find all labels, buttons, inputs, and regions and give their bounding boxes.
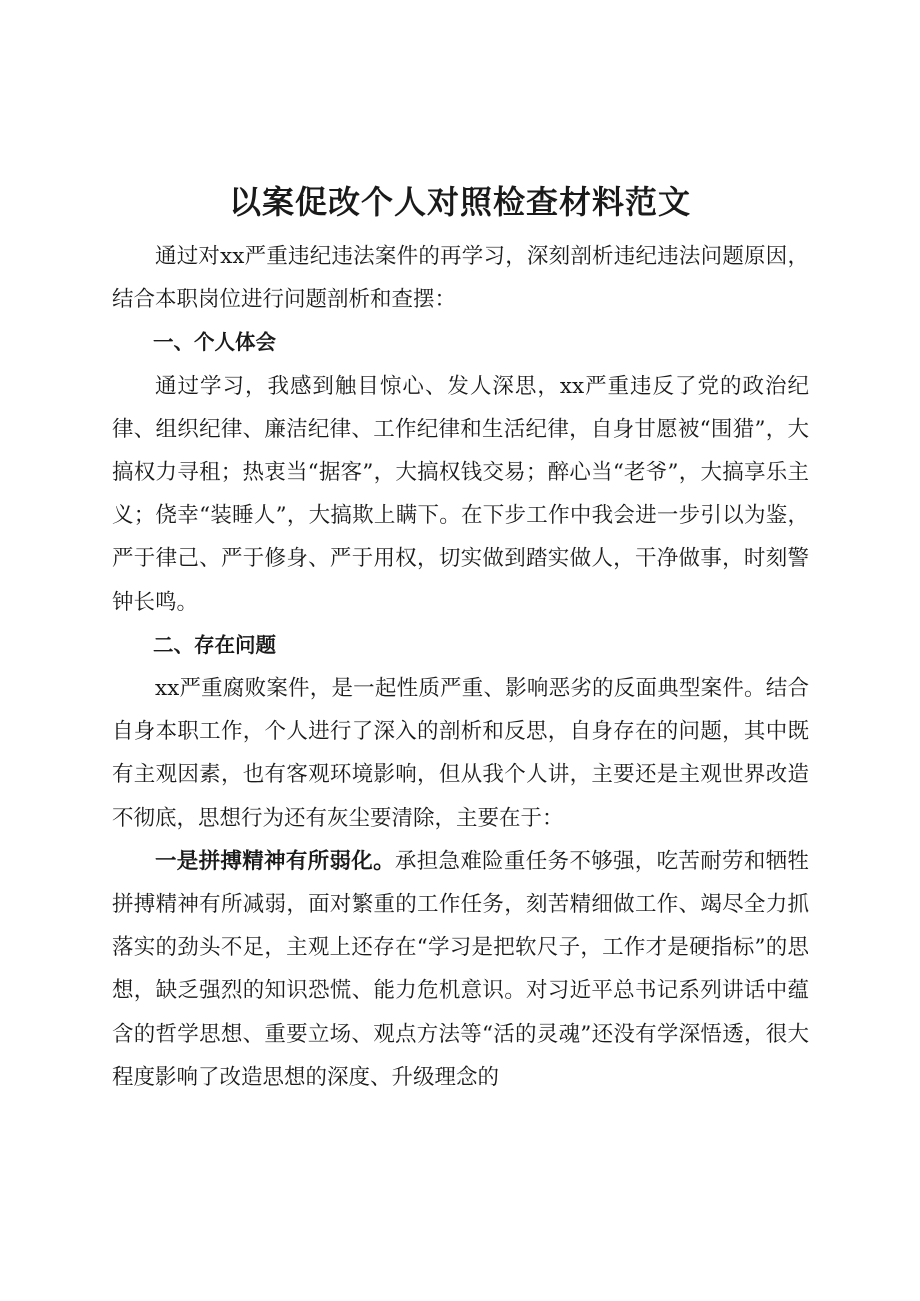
document-body xyxy=(112,235,809,1099)
section-heading-personal-experience: 一、个人体会 xyxy=(153,330,276,355)
problem-point-1-text: 承担急难险重任务不够强，吃苦耐劳和牺牲拼搏精神有所减弱，面对繁重的工作任务，刻苦精细做工作、竭尽全力抓落实的劲头不足，主观上还存在“学习是把软尺子，工作才是硬指标”的思想，缺乏强烈的知识恐慌、能力危机意识。对习近平总书记系列讲话中蕴含的哲学思想、重要立场、观点方法等“活的灵魂”还没有学深悟透，很大程度影响了改造思想的深度、升级理念的 xyxy=(112,848,809,1090)
document-title: 以案促改个人对照检查材料范文 xyxy=(228,183,691,221)
intro-paragraph: 通过对xx严重违纪违法案件的再学习，深刻剖析违纪违法问题原因，结合本职岗位进行问题剖析和查摆： xyxy=(112,244,809,313)
problem-point-1-lead: 一是拼搏精神有所弱化。 xyxy=(155,848,395,874)
existing-problems-paragraph: xx严重腐败案件，是一起性质严重、影响恶劣的反面典型案件。结合自身本职工作，个人进行了深入的剖析和反思，自身存在的问题，其中既有主观因素，也有客观环境影响，但从我个人讲，主要还是主观世界改造不彻底，思想行为还有灰尘要清除，主要在于： xyxy=(112,676,809,831)
problem-point-1 xyxy=(112,840,809,1099)
personal-experience-paragraph: 通过学习，我感到触目惊心、发人深思，xx严重违反了党的政治纪律、组织纪律、廉洁纪律、工作纪律和生活纪律，自身甘愿被“围猎”，大搞权力寻租；热衷当“据客”，大搞权钱交易；醉心当“老爷”，大搞享乐主义；侥幸“装睡人”，大搞欺上瞒下。在下步工作中我会进一步引以为鉴，严于律己、严于修身、严于用权，切实做到踏实做人，干净做事，时刻警钟长鸣。 xyxy=(112,373,809,615)
section-heading-existing-problems: 二、存在问题 xyxy=(153,632,276,657)
